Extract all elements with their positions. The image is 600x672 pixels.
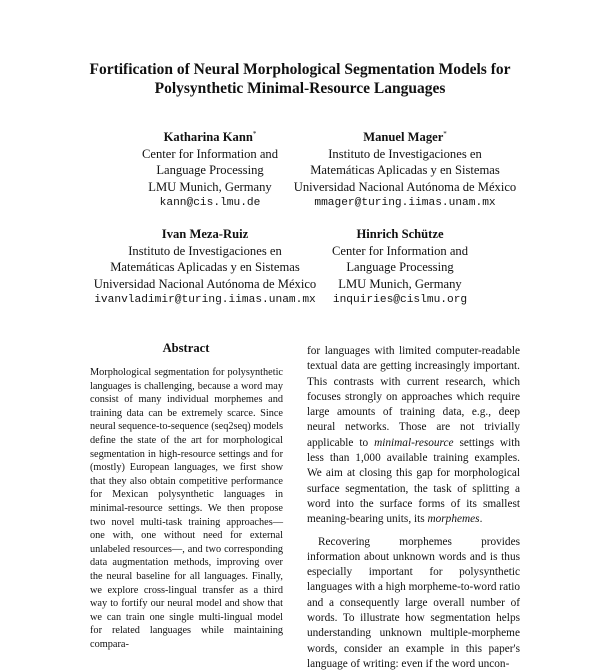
- introduction-column: [307, 344, 520, 672]
- author-affiliation: LMU Munich, Germany: [338, 276, 462, 291]
- author-email: mmager@turing.iimas.unam.mx: [314, 197, 496, 210]
- abstract-body: Morphological segmentation for polysynthetic languages is challenging, because a word may consist of many individual morphemes and training data can be extremely scarce. Since neural sequence-to-sequence (seq2seq) models define the state of the art for morphological segmentation in high-resource settings and for (mostly) European languages, we first show that they also obtain competitive performance for Mexican polysynthetic languages in minimal-resource settings. We then propose two novel multi-task training approaches—one with, one without need for external unlabeled resources—, and two corresponding data augmentation methods, improving over the neural baseline for all languages. Finally, we explore cross-lingual transfer as a third way to fortify our neural model and show that we can train one single multi-lingual model for related languages while maintaining compara-: [90, 367, 283, 650]
- author-email: inquiries@cislmu.org: [332, 294, 468, 306]
- title-line: Polysynthetic Minimal-Resource Languages: [154, 80, 446, 97]
- author-affiliation: Center for Information and: [331, 243, 469, 258]
- title-line: Fortification of Neural Morphological Segmentation Models for: [89, 61, 511, 78]
- paper-title: [60, 60, 540, 98]
- intro-paragraph: for languages with limited computer-readable textual data are getting increasingly important. This contrasts with current research, which focuses strongly on approaches which require large amounts of training data, e.g., deep neural networks. Those are not trivially applicable to minimal-resource settings with less than 1,000 available training examples. We aim at closing this gap for morphological surface segmentation, the task of splitting a word into the surface forms of its smallest meaning-bearing units, its morphemes.: [307, 345, 520, 526]
- equal-contribution-mark: *: [252, 130, 257, 138]
- author-affiliation: Universidad Nacional Autónoma de México: [293, 179, 517, 194]
- italic-term: morphemes: [427, 513, 480, 526]
- author-block: [290, 126, 520, 212]
- abstract-heading: Abstract: [162, 341, 210, 355]
- author-name: Katharina Kann*: [163, 130, 257, 145]
- author-affiliation: Universidad Nacional Autónoma de México: [93, 276, 317, 291]
- intro-paragraph: Recovering morphemes provides information about unknown words and is thus especially important for polysynthetic languages with a high morpheme-to-word ratio and a consequently large overall number of words. To illustrate how segmentation helps understanding unknown multiple-morpheme words, consider an example in this paper's language of writing: even if the word uncon-: [307, 535, 521, 670]
- author-block: [300, 226, 500, 309]
- author-affiliation: Instituto de Investigaciones en: [328, 146, 482, 161]
- author-name: Hinrich Schütze: [356, 227, 444, 241]
- author-affiliation: Center for Information and: [141, 146, 279, 161]
- author-affiliation: Instituto de Investigaciones en: [128, 243, 282, 258]
- author-name: Ivan Meza-Ruiz: [161, 227, 249, 241]
- equal-contribution-mark: *: [443, 130, 447, 138]
- author-email: ivanvladimir@turing.iimas.unam.mx: [94, 294, 316, 306]
- author-affiliation: LMU Munich, Germany: [148, 179, 272, 194]
- author-block: [120, 126, 300, 212]
- author-name: Manuel Mager*: [363, 130, 447, 145]
- italic-term: minimal-resource: [374, 436, 454, 449]
- author-affiliation: Language Processing: [156, 163, 264, 178]
- author-email: kann@cis.lmu.de: [159, 197, 261, 210]
- author-affiliation: Matemáticas Aplicadas y en Sistemas: [310, 163, 500, 178]
- author-affiliation: Matemáticas Aplicadas y en Sistemas: [110, 260, 300, 274]
- author-affiliation: Language Processing: [346, 260, 454, 274]
